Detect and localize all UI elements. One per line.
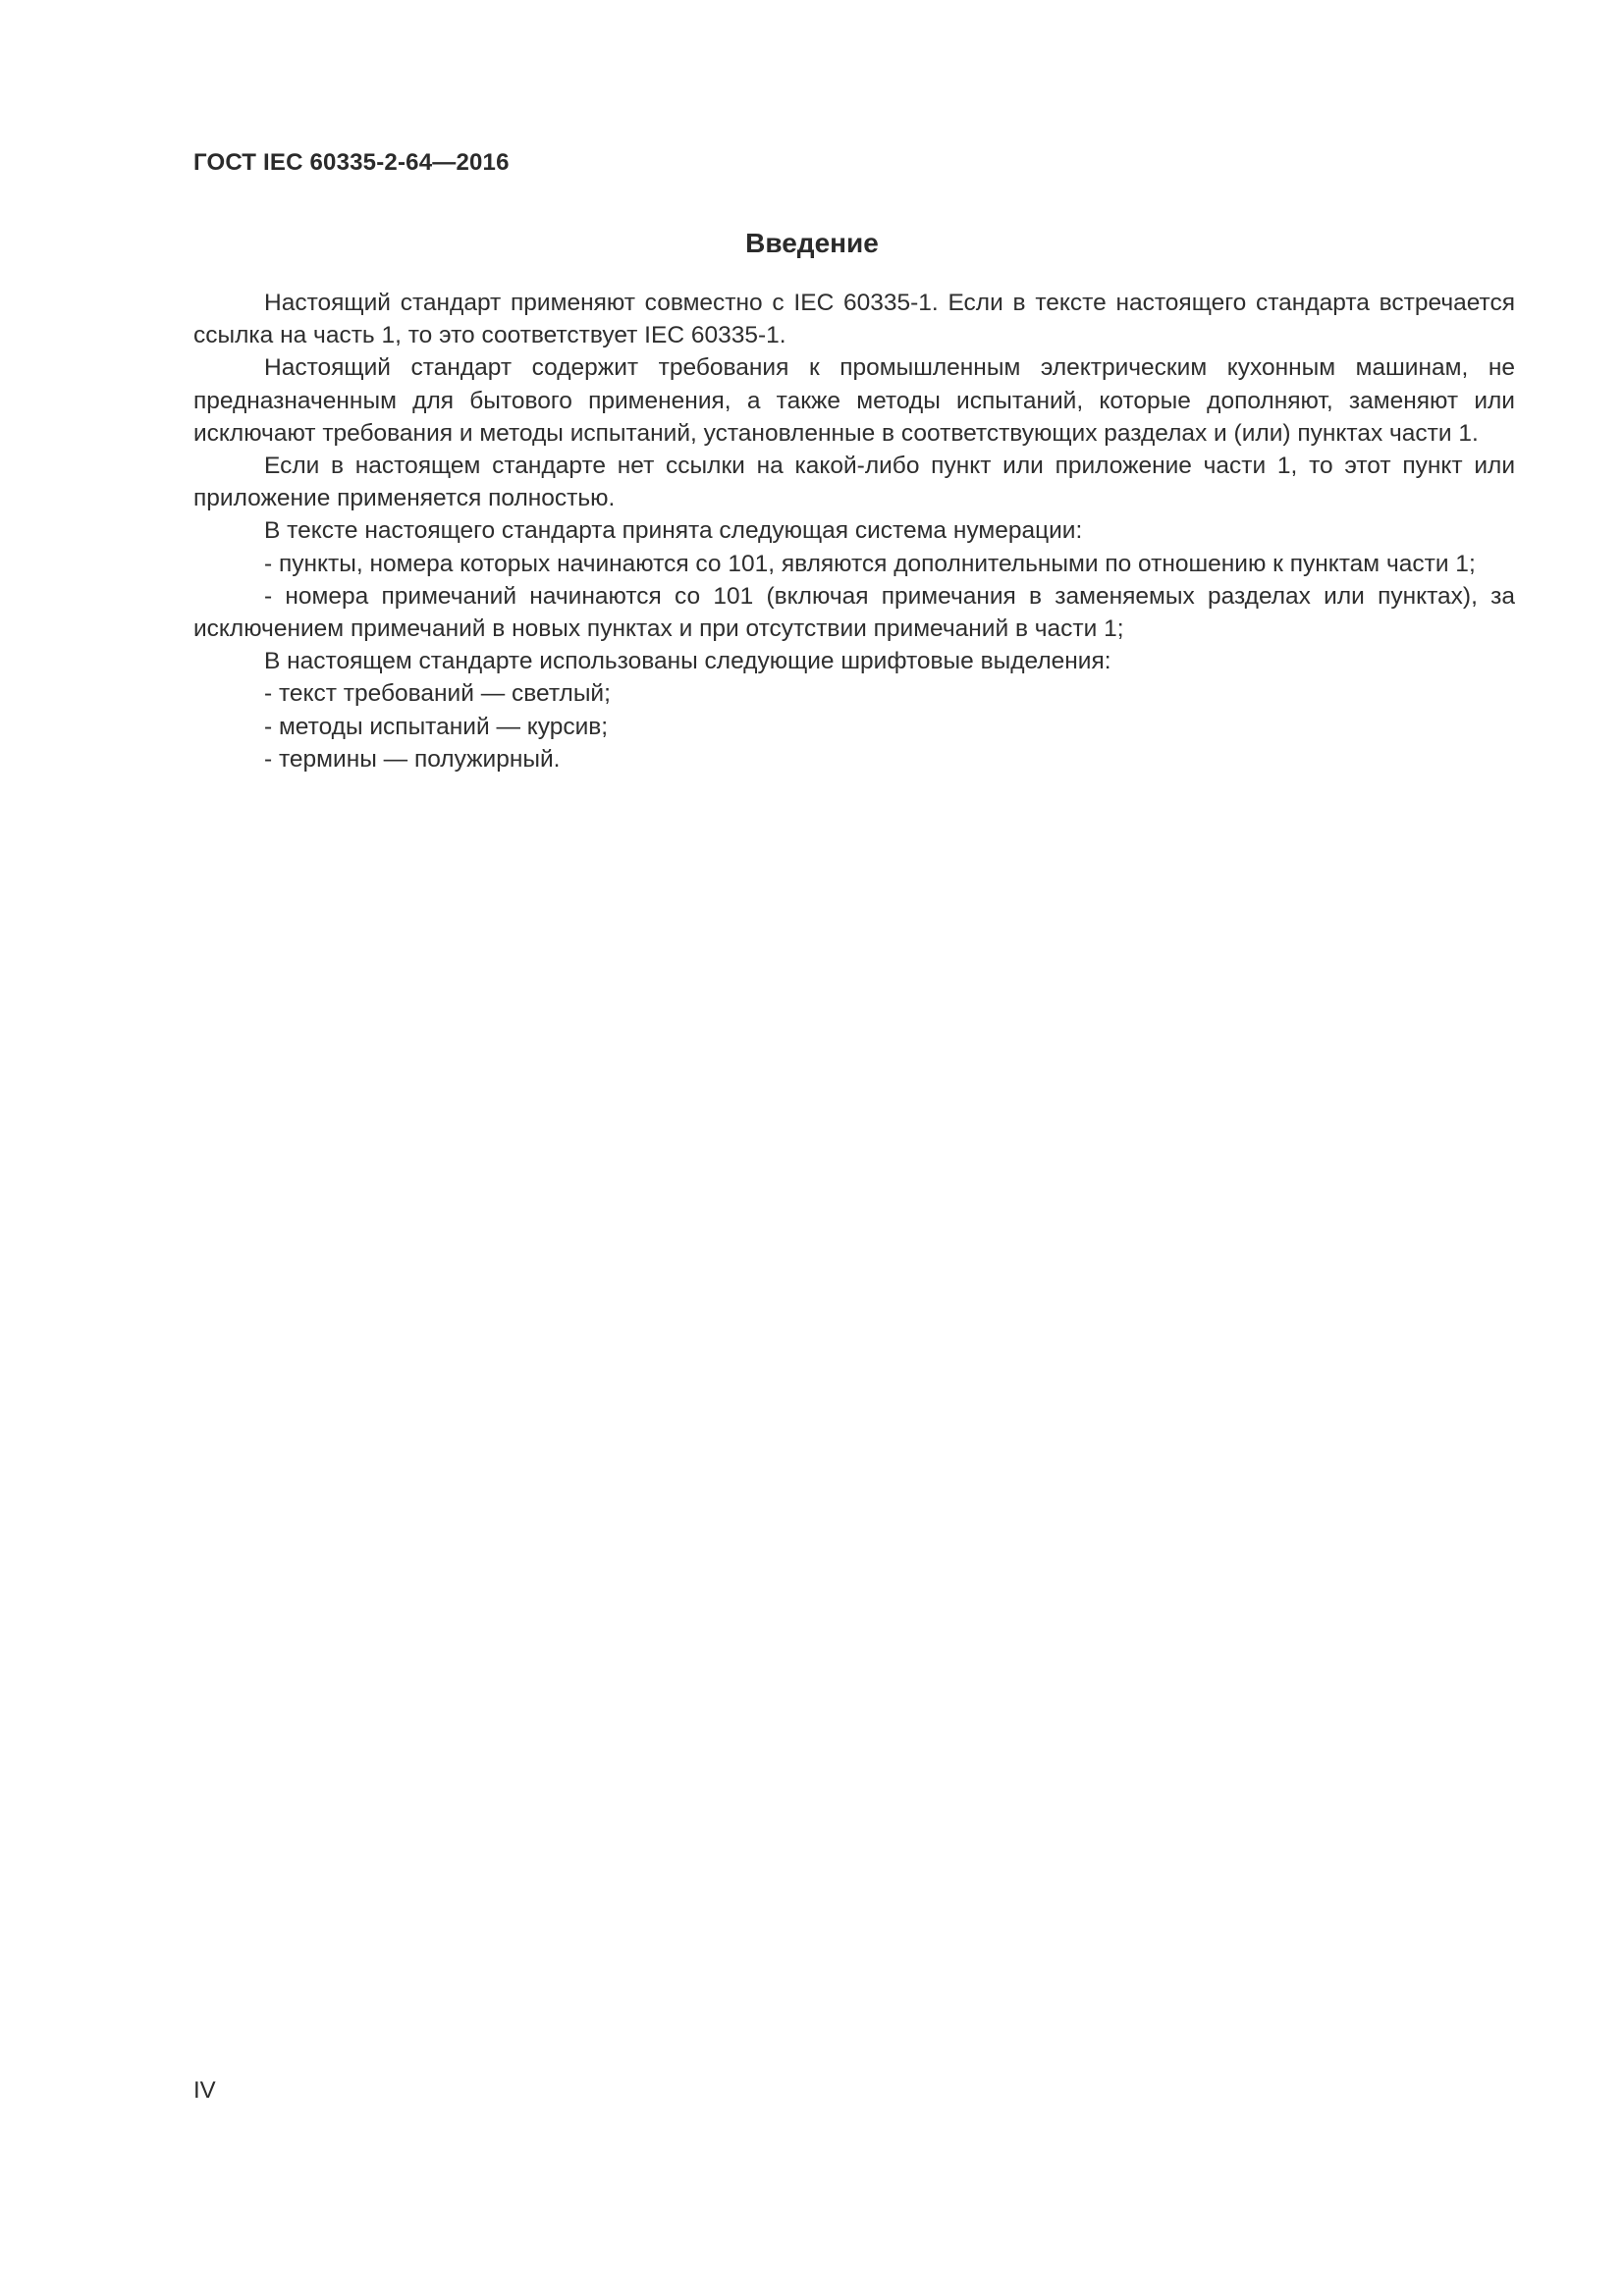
paragraph: В тексте настоящего стандарта принята следующая система нумерации: — [264, 517, 1083, 545]
paragraph: Если в настоящем стандарте нет ссылки на какой-либо пункт или приложение части 1, то этот пункт или приложение применяется полностью. — [193, 453, 1515, 512]
page-number: IV — [193, 2077, 216, 2104]
paragraph: Настоящий стандарт применяют совместно с IEC 60335-1. Если в тексте настоящего стандарта встречается ссылка на часть 1, то это соответствует IEC 60335-1. — [193, 290, 1515, 349]
list-item: - термины — полужирный. — [264, 745, 561, 773]
introduction-body — [193, 287, 1515, 775]
list-item: - пункты, номера которых начинаются со 101, являются дополнительными по отношению к пунктам части 1; — [264, 550, 1476, 577]
list-item: - текст требований — светлый; — [264, 680, 611, 708]
section-title: Введение — [745, 228, 879, 258]
list-item: - методы испытаний — курсив; — [264, 713, 609, 740]
list-item: - номера примечаний начинаются со 101 (включая примечания в заменяемых разделах или пунктах), за исключением примечаний в новых пунктах и при отсутствии примечаний в части 1; — [193, 582, 1515, 643]
document-code-header: ГОСТ IEC 60335-2-64—2016 — [193, 149, 510, 176]
paragraph: Настоящий стандарт содержит требования к промышленным электрическим кухонным машинам, не предназначенным для бытового применения, а также методы испытаний, которые дополняют, заменяют или исключают требования и методы испытаний, установленные в соответствующих разделах и (или) пунктах части 1. — [193, 354, 1515, 447]
paragraph: В настоящем стандарте использованы следующие шрифтовые выделения: — [264, 648, 1111, 675]
